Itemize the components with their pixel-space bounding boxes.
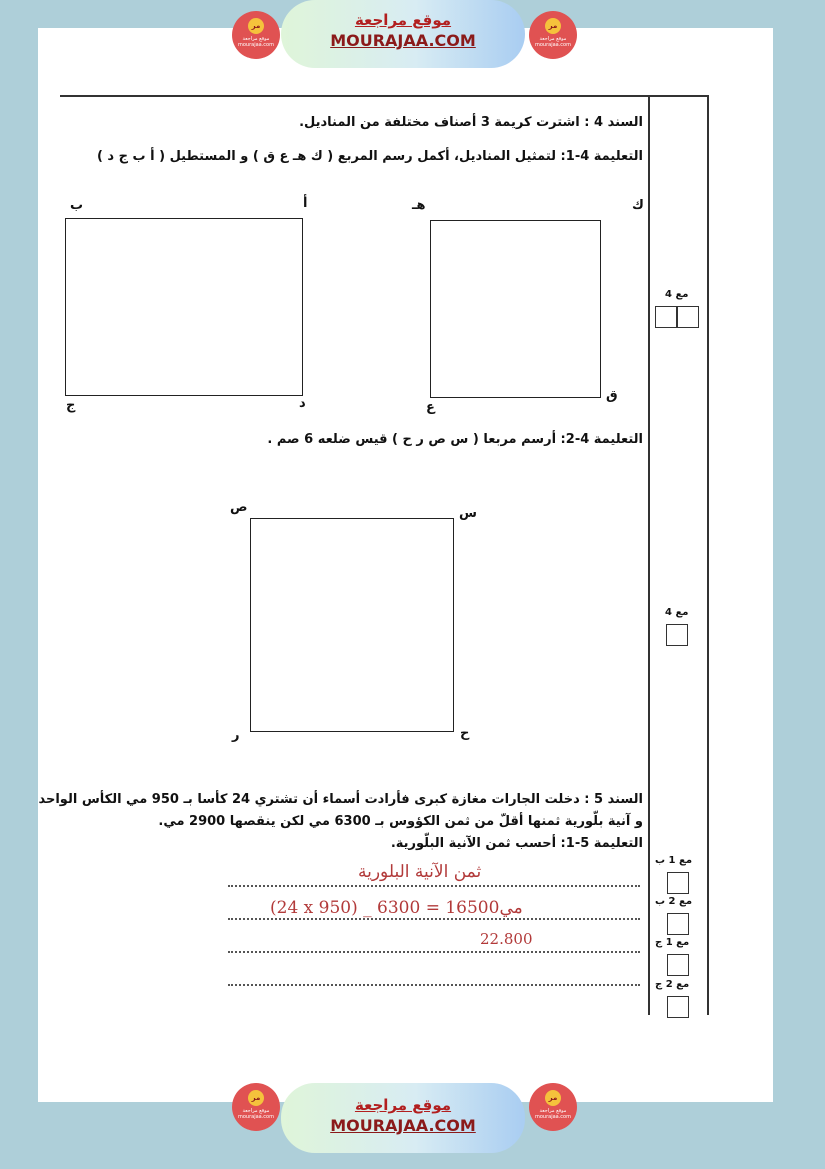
mark-box-m4a-1[interactable] — [655, 306, 677, 328]
site-name-en[interactable]: MOURAJAA.COM — [330, 1116, 476, 1135]
logo-text-ar: موقع مراجعة — [539, 36, 567, 42]
site-logo-left-bottom[interactable] — [232, 1083, 280, 1131]
frame-top-line — [60, 95, 709, 97]
section5-line2: و آنية بلّورية ثمنها أقلّ من ثمن الكؤوس بـ 6300 مي لكن ينقصها 2900 مي. — [158, 814, 643, 829]
label-h2: ح — [460, 726, 470, 741]
logo-text-en: mourajaa.com — [534, 42, 571, 48]
mark-label-m4a: مع 4 — [665, 289, 689, 300]
answer-line[interactable] — [228, 918, 640, 920]
mark-box-m1j[interactable] — [667, 954, 689, 976]
logo-text-ar: موقع مراجعة — [539, 1108, 567, 1114]
mark-box-m1b[interactable] — [667, 872, 689, 894]
answer-line[interactable] — [228, 984, 640, 986]
label-d: د — [299, 396, 306, 411]
section4-task2: التعليمة 4-2: أرسم مربعا ( س ص ر ح ) قيس ضلعه 6 صم . — [267, 432, 643, 447]
logo-badge: مر — [248, 18, 264, 34]
section5-line1: السند 5 : دخلت الجارات مغازة كبرى فأرادت أسماء أن تشتري 24 كأسا بـ 950 مي الكأس الواحد — [38, 792, 643, 807]
site-name-ar[interactable]: موقع مراجعة — [354, 1096, 452, 1114]
mark-box-m4b[interactable] — [666, 624, 688, 646]
label-sad: ص — [230, 500, 248, 515]
mark-label-m2j: مع 2 ج — [655, 979, 690, 990]
mark-label-m2b: مع 2 ب — [655, 896, 693, 907]
label-j: ج — [66, 398, 76, 413]
frame-margin-line — [648, 95, 650, 1015]
label-h: هـ — [412, 198, 426, 213]
label-a: أ — [303, 196, 308, 211]
handwritten-calculation: (24 x 950) _ 6300 = 16500مي — [270, 898, 523, 918]
mark-box-m2j[interactable] — [667, 996, 689, 1018]
handwritten-answer-title: ثمن الآنية البلورية — [358, 862, 482, 882]
label-q: ق — [606, 388, 618, 403]
site-banner-bottom[interactable] — [281, 1083, 525, 1153]
mark-label-m1j: مع 1 ج — [655, 937, 690, 948]
logo-text-en: mourajaa.com — [534, 1114, 571, 1120]
logo-badge: مر — [545, 1090, 561, 1106]
label-s: س — [459, 506, 477, 521]
handwritten-result: 22.800 — [480, 930, 533, 948]
logo-text-en: mourajaa.com — [237, 1114, 274, 1120]
section4-task1: التعليمة 4-1: لتمثيل المناديل، أكمل رسم المربع ( ك هـ ع ق ) و المستطيل ( أ ب ج د ) — [96, 149, 643, 164]
site-name-ar[interactable]: موقع مراجعة — [354, 11, 452, 29]
logo-text-en: mourajaa.com — [237, 42, 274, 48]
answer-line[interactable] — [228, 885, 640, 887]
mark-box-m4a-2[interactable] — [677, 306, 699, 328]
rectangle-abjd — [65, 218, 303, 396]
mark-box-m2b[interactable] — [667, 913, 689, 935]
logo-text-ar: موقع مراجعة — [242, 1108, 270, 1114]
site-banner-top[interactable] — [281, 0, 525, 68]
label-k: ك — [632, 198, 644, 213]
answer-line[interactable] — [228, 951, 640, 953]
section5-task1: التعليمة 5-1: أحسب ثمن الآنية البلّورية. — [390, 836, 643, 851]
logo-badge: مر — [545, 18, 561, 34]
site-logo-left[interactable] — [232, 11, 280, 59]
frame-right-line — [707, 95, 709, 1015]
mark-label-m4b: مع 4 — [665, 607, 689, 618]
site-logo-right[interactable] — [529, 11, 577, 59]
square-ssrh — [250, 518, 454, 732]
logo-badge: مر — [248, 1090, 264, 1106]
square-khaq — [430, 220, 601, 398]
mark-label-m1b: مع 1 ب — [655, 855, 693, 866]
site-name-en[interactable]: MOURAJAA.COM — [330, 31, 476, 50]
site-logo-right-bottom[interactable] — [529, 1083, 577, 1131]
logo-text-ar: موقع مراجعة — [242, 36, 270, 42]
label-r: ر — [232, 728, 240, 743]
label-ain: ع — [426, 400, 435, 415]
label-b: ب — [70, 198, 84, 213]
section4-heading: السند 4 : اشترت كريمة 3 أصناف مختلفة من المناديل. — [299, 115, 643, 130]
